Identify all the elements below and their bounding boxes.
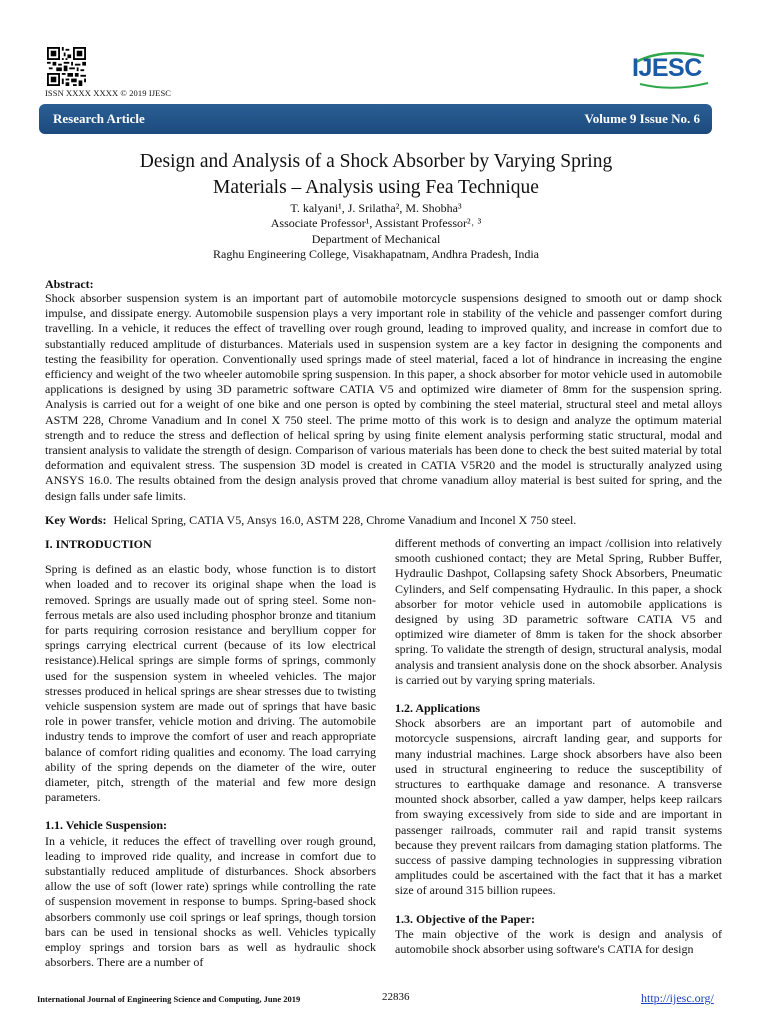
applications-heading: 1.2. Applications — [395, 701, 481, 716]
objective-heading: 1.3. Objective of the Paper: — [395, 911, 535, 926]
keywords-text: Helical Spring, CATIA V5, Ansys 16.0, ASTM 228, Chrome Vanadium and Inconel X 750 steel. — [113, 513, 577, 527]
volume-issue: Volume 9 Issue No. 6 — [584, 111, 700, 126]
author-names: T. kalyani¹, J. Srilatha², M. Shobha³ — [290, 201, 462, 215]
journal-link[interactable]: http://ijesc.org/ — [641, 991, 714, 1005]
issn-line: ISSN XXXX XXXX © 2019 IJESC — [45, 88, 172, 98]
vehicle-suspension-text: In a vehicle, it reduces the effect of travelling over rough ground, leading to improved ride quality, and increase in comfort due to substantially reduced amplitude of disturbances. Shock absorbers allow the use of soft (lower rate) springs while controlling the rate of suspension movement in response to bumps. Spring-based shock absorbers commonly use coil springs or leaf springs, though torsion bars can be used in tensional shocks as well. Vehicles typically employ springs and torsion bars as well as hydraulic shock absorbers. There are a number of — [45, 833, 376, 970]
footer-journal: International Journal of Engineering Science and Computing, June 2019 — [37, 994, 301, 1004]
article-banner — [39, 104, 712, 134]
paper-title — [40, 149, 712, 201]
vehicle-suspension-heading: 1.1. Vehicle Suspension: — [45, 818, 168, 833]
keywords-label: Key Words: — [45, 513, 107, 527]
department: Department of Mechanical — [311, 232, 441, 246]
continued-text: different methods of converting an impact /collision into relatively smooth cushioned contact; they are Metal Spring, Rubber Buffer, Hydraulic Dashpot, Collapsing safety Shock Absorbers, Pneumatic Cylinders, and Self compensating Hydraulic. In this paper, a shock absorber for motor vehicle used in automobile applications is designed by using 3D parametric software CATIA V5 and optimized wire diameter of 8mm is taken for the shock absorber spring. To validate the strength of design, structural analysis, modal analysis and transient analysis done on the shock absorber. Analysis is carried out by varying spring materials. — [395, 536, 722, 687]
objective-text: The main objective of the work is design and analysis of automobile shock absorber using software's CATIA for design — [395, 926, 722, 957]
abstract-heading: Abstract: — [45, 277, 94, 291]
left-column — [45, 537, 376, 970]
qr-code — [47, 47, 86, 86]
keywords — [45, 513, 722, 528]
applications-text: Shock absorbers are an important part of automobile and motorcycle suspensions, aircraft landing gear, and supports for many industrial machines. Large shock absorbers have also been used in structural engineering to reduce the susceptibility of structures to earthquake damage and resonance. A transverse mounted shock absorber, called a yaw damper, helps keep railcars from swaying excessively from side to side and are important in passenger railroads, commuter rail and rapid transit systems because they prevent railcars from damaging station platforms. The success of passive damping technologies in suppressing vibration amplitudes could be ascertained with the fact that it has a market size of around 315 billion rupees. — [395, 716, 722, 898]
abstract-text: Shock absorber suspension system is an important part of automobile motorcycle suspensions designed to smooth out or damp shock impulse, and dissipate energy. Automobile suspension plays a very important role in stability of the vehicle and passenger comfort during travelling. In a vehicle, it reduces the effect of travelling over rough ground, leading to improved quality, and increase in comfort due to substantially reduced amplitude of disturbances. Materials used in suspension system are a key factor in designing the components and testing the feasibility for operation. Conventionally used springs made of steel material, faced a lot of hindrance in increasing the engine efficiency and weight of the two wheeler automobile spring suspension. In this paper, a shock absorber for motor vehicle used in automobile applications is designed by using 3D parametric software CATIA V5 and optimized wire diameter of 8mm for the suspension spring. Analysis is carried out for a weight of one bike and one person is opted by combining the steel material, structural steel and metal alloys ASTM 228, Chrome Vanadium and In conel X 750 steel. The prime motto of this work is to design and analyze the optimum material strength and to reduce the stress and deflection of helical spring by using finite element analysis performing static structural, modal and transient analysis to validate the strength of design. Comparison of various materials has been done to check the best suited material by total deformation and equivalent stress. The suspension 3D model is created in CATIA V5R20 and the model is structurally analyzed using ANSYS 16.0. The results obtained from the design analysis proved that chrome vanadium alloy material is best suited for spring, and the design falls under safe limits. — [45, 291, 722, 503]
college: Raghu Engineering College, Visakhapatnam, Andhra Pradesh, India — [213, 247, 539, 261]
intro-heading: I. INTRODUCTION — [45, 537, 152, 551]
intro-text: Spring is defined as an elastic body, whose function is to distort when loaded and to recover its original shape when the load is removed. Springs are usually made out of spring steel. Some non-ferrous metals are also used including phosphor bronze and titanium for parts requiring corrosion resistance and beryllium copper for springs carrying electrical current (because of its low electrical resistance).Helical springs are simple forms of springs, commonly used for the suspension system in wheeled vehicles. The major stresses produced in helical springs are shear stresses due to twisting vehicle suspension system are made out of springs that have basic role in power transfer, vehicle motion and driving. The automobile industry tends to improve the comfort of user and reach appropriate balance of comfort riding qualities and economy. The load carrying ability of the spring depends on the diameter of the wire, outer diameter, pitch, strength of the material and few more design parameters. — [45, 562, 376, 805]
title-line-1: Design and Analysis of a Shock Absorber by Varying Spring — [139, 151, 613, 172]
right-column — [395, 536, 722, 957]
article-type: Research Article — [53, 111, 145, 126]
author-roles: Associate Professor¹, Assistant Professor²˒ ³ — [270, 216, 482, 230]
journal-logo — [632, 50, 712, 92]
page-number: 22836 — [382, 991, 410, 1003]
title-line-2: Materials – Analysis using Fea Technique — [213, 177, 539, 198]
logo-text: IJESC — [632, 54, 702, 82]
